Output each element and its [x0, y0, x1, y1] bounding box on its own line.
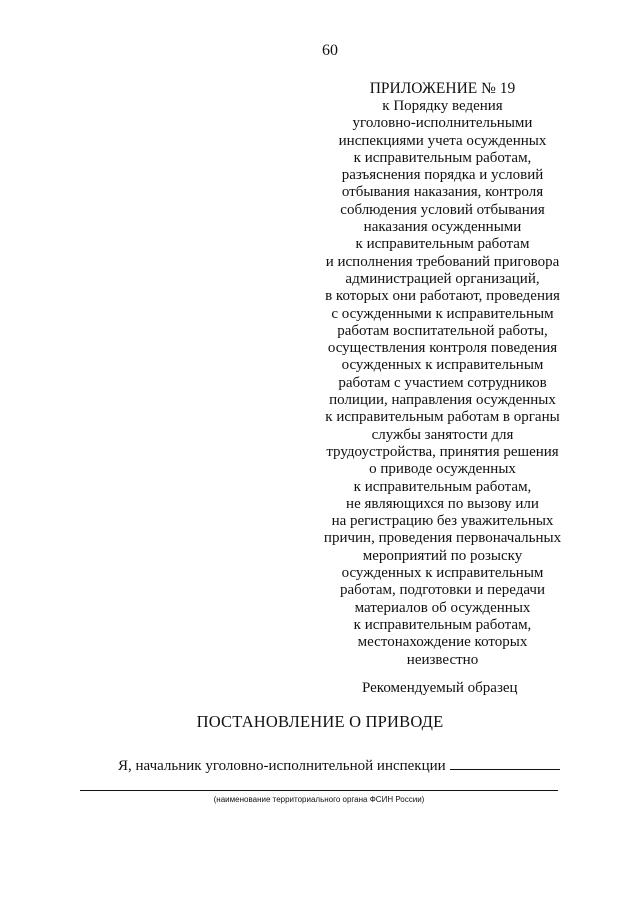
- appendix-line: с осужденными к исправительным: [331, 305, 554, 322]
- fill-in-blank: [450, 755, 560, 770]
- appendix-line: и исполнения требований приговора: [325, 253, 560, 270]
- page-number: 60: [322, 42, 338, 59]
- appendix-line: администрацией организаций,: [345, 270, 540, 287]
- field-caption: (наименование территориального органа ФСИН России): [213, 795, 425, 804]
- appendix-line: наказания осужденными: [363, 219, 522, 236]
- appendix-line: работам, подготовки и передачи: [340, 582, 545, 599]
- appendix-line: службы занятости для: [371, 426, 514, 443]
- appendix-line: работам с участием сотрудников: [338, 374, 547, 391]
- appendix-line: разъяснения порядка и условий: [341, 167, 544, 184]
- statement-text: Я, начальник уголовно-исполнительной инспекции: [118, 758, 446, 774]
- appendix-line: инспекциями учета осужденных: [338, 132, 547, 149]
- appendix-line: к исправительным работам,: [353, 616, 532, 633]
- appendix-line: неизвестно: [406, 651, 479, 668]
- appendix-line: к исправительным работам,: [353, 149, 532, 166]
- appendix-line: причин, проведения первоначальных: [323, 530, 562, 547]
- appendix-line: к исправительным работам в органы: [325, 409, 560, 426]
- appendix-line: к исправительным работам: [355, 236, 530, 253]
- appendix-line: в которых они работают, проведения: [325, 288, 560, 305]
- appendix-line: не являющихся по вызову или: [346, 495, 539, 512]
- appendix-line: к Порядку ведения: [382, 98, 503, 114]
- appendix-line: о приводе осужденных: [369, 461, 516, 478]
- appendix-line: трудоустройства, принятия решения: [326, 443, 559, 460]
- sample-label: Рекомендуемый образец: [362, 680, 518, 696]
- appendix-line: осужденных к исправительным: [341, 357, 544, 374]
- appendix-title: ПРИЛОЖЕНИЕ № 19: [369, 80, 516, 97]
- appendix-line: отбывания наказания, контроля: [341, 184, 544, 201]
- appendix-line: осуществления контроля поведения: [327, 340, 558, 357]
- document-title: ПОСТАНОВЛЕНИЕ О ПРИВОДЕ: [196, 712, 444, 731]
- appendix-line: на регистрацию без уважительных: [331, 513, 554, 530]
- appendix-line: соблюдения условий отбывания: [340, 201, 545, 218]
- appendix-line: полиции, направления осужденных: [329, 392, 556, 409]
- statement-line: [118, 755, 560, 775]
- appendix-line: осужденных к исправительным: [341, 565, 544, 582]
- appendix-line: к исправительным работам,: [353, 478, 532, 495]
- appendix-line: мероприятий по розыску: [362, 547, 523, 564]
- appendix-line: уголовно-исполнительными: [352, 115, 533, 132]
- appendix-line: материалов об осужденных: [354, 599, 531, 616]
- appendix-header: [305, 80, 580, 669]
- appendix-line: местонахождение которых: [357, 634, 528, 651]
- appendix-lines: [305, 98, 580, 669]
- appendix-line: работам воспитательной работы,: [337, 322, 548, 339]
- fill-in-rule: [80, 790, 558, 791]
